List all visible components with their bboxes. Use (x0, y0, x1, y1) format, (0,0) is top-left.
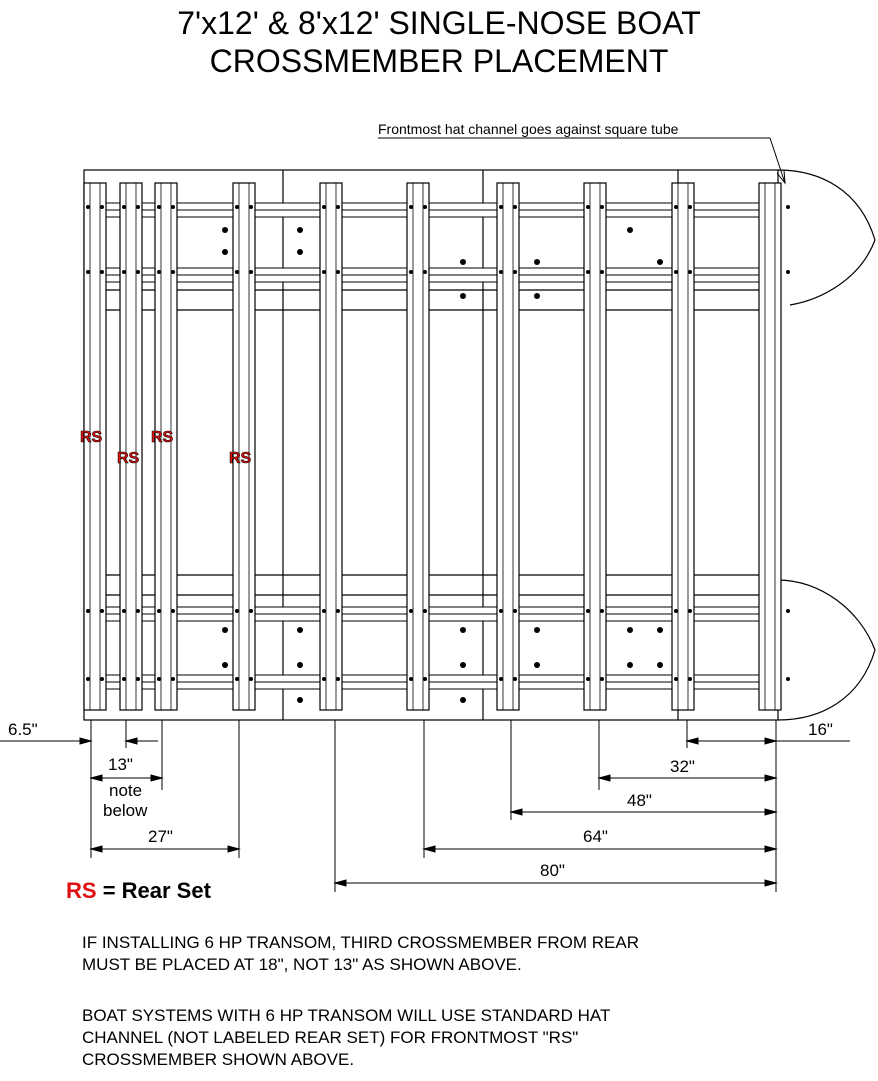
crossmember-5 (320, 183, 342, 710)
crossmember-1 (84, 183, 106, 710)
boat-outline (84, 170, 875, 720)
note-2-line-2: CHANNEL (NOT LABELED REAR SET) FOR FRONTMOST "RS" (82, 1028, 579, 1047)
rs-label-3: RS (151, 429, 174, 446)
legend-text: = Rear Set (102, 878, 211, 903)
crossmember-8 (584, 183, 606, 710)
rs-label-4: RS (229, 450, 252, 467)
title-line-1: 7'x12' & 8'x12' SINGLE-NOSE BOAT (177, 5, 701, 41)
note-below-line-1: note (109, 781, 143, 800)
crossmember-2 (120, 183, 142, 710)
dimension-extension-lines (91, 720, 776, 892)
crossmember-9 (672, 183, 694, 710)
crossmember-3 (155, 183, 177, 710)
dim-64: 64" (583, 827, 608, 846)
crossmember-7 (497, 183, 519, 710)
rs-label-2: RS (117, 450, 140, 467)
legend-key: RS (66, 878, 97, 903)
note-2 (82, 1005, 842, 1071)
crossmember-4 (233, 183, 255, 710)
title-line-2: CROSSMEMBER PLACEMENT (209, 43, 669, 79)
note-1 (82, 932, 842, 976)
note-1-line-1: IF INSTALLING 6 HP TRANSOM, THIRD CROSSMEMBER FROM REAR (82, 933, 639, 952)
note-below-line-2: below (103, 801, 148, 820)
dim-27: 27" (148, 827, 173, 846)
crossmember-10 (759, 183, 781, 710)
dim-13: 13" (108, 755, 133, 774)
note-2-line-1: BOAT SYSTEMS WITH 6 HP TRANSOM WILL USE STANDARD HAT (82, 1006, 611, 1025)
dim-48: 48" (627, 791, 652, 810)
callout-text: Frontmost hat channel goes against square tube (378, 121, 679, 137)
crossmember-6 (407, 183, 429, 710)
legend (66, 878, 211, 904)
note-2-line-3: CROSSMEMBER SHOWN ABOVE. (82, 1050, 355, 1069)
note-1-line-2: MUST BE PLACED AT 18", NOT 13" AS SHOWN ABOVE. (82, 955, 522, 974)
dim-16: 16" (808, 720, 833, 739)
dim-80: 80" (540, 861, 565, 880)
rs-label-1: RS (80, 429, 103, 446)
dim-6-5: 6.5" (8, 720, 38, 739)
crossmembers (84, 183, 781, 710)
dim-32: 32" (670, 757, 695, 776)
